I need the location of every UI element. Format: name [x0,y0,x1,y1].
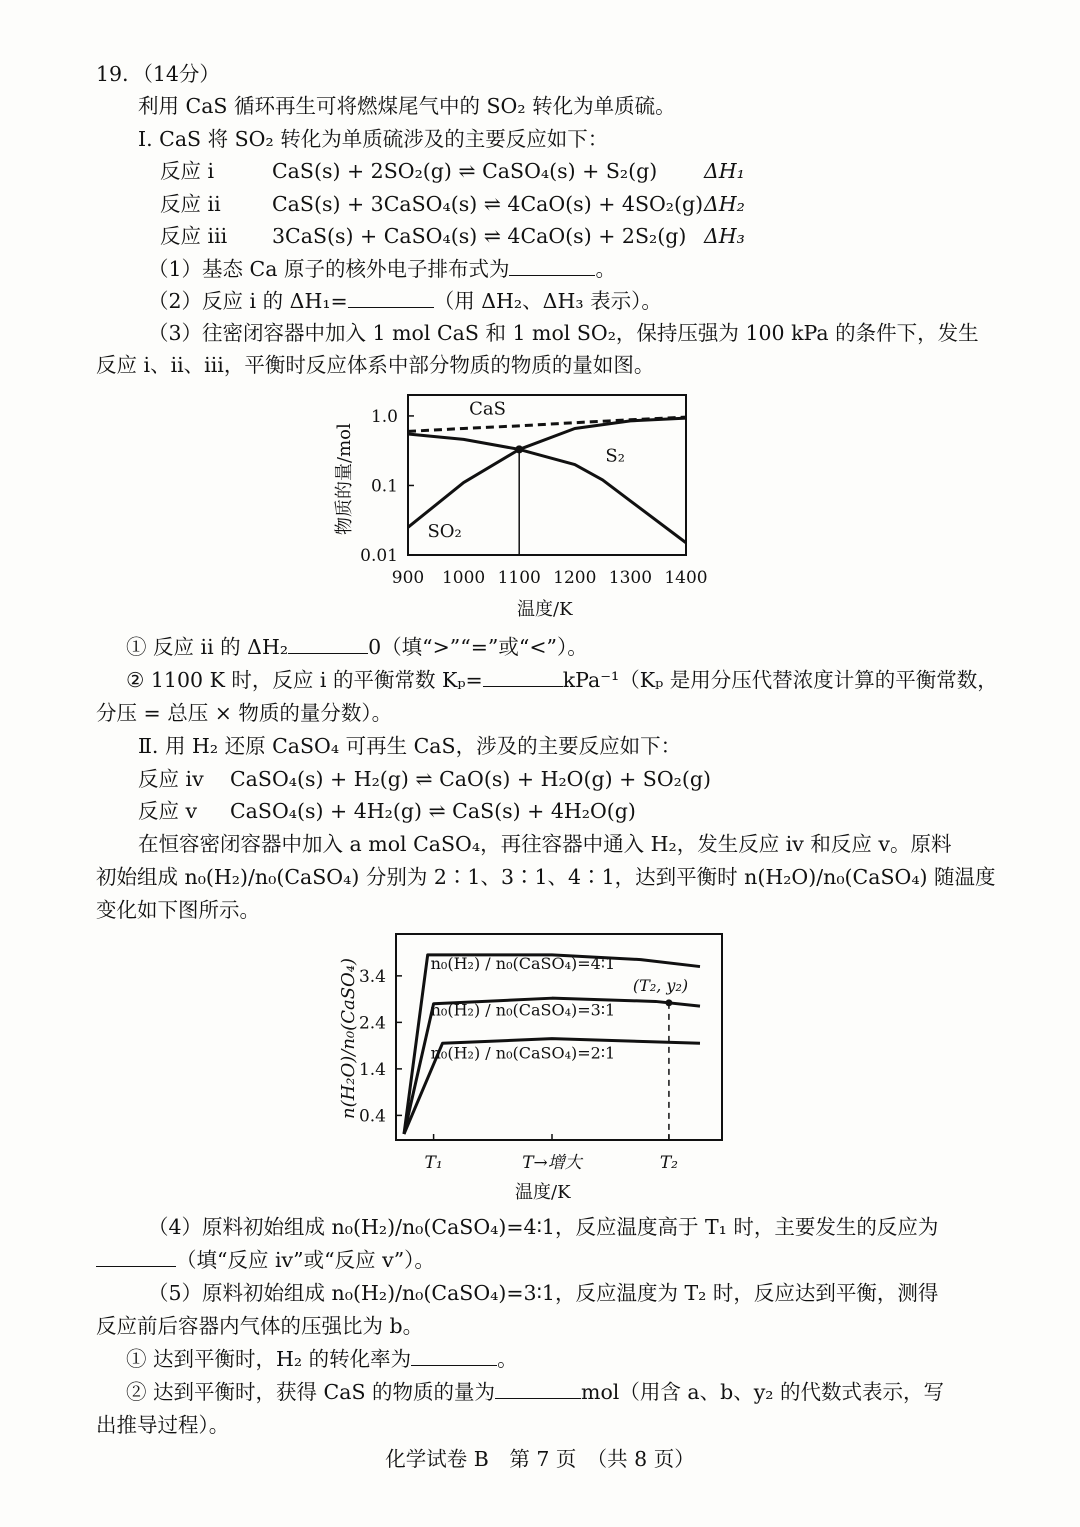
reaction-equation: CaSO₄(s) + H₂(g) ⇌ CaO(s) + H₂O(g) + SO₂(g) [230,767,711,791]
x-tick-label: 1200 [553,568,597,588]
q3a-end: 0（填“>”“=”或“<”）。 [368,635,588,659]
q3b-end: kPa⁻¹（Kₚ 是用分压代替浓度计算的平衡常数， [562,668,998,692]
series-label: SO₂ [427,521,462,543]
q2-end: （用 ΔH₂、ΔH₃ 表示）。 [433,289,662,313]
t2-point [665,999,672,1006]
question-3-line2: 反应 i、ii、iii，平衡时反应体系中部分物质的物质的量如图。 [96,353,655,377]
y-tick-label: 0.4 [358,1106,386,1127]
question-3b [126,666,998,694]
q1-end: 。 [595,257,616,281]
x-tick-label: 1000 [441,568,486,588]
reaction-enthalpy: ΔH₁ [704,159,745,183]
q5b-end: mol（用含 a、b、y₂ 的代数式表示，写 [581,1380,945,1404]
question-number: 19．（14分） [96,62,220,86]
intersection-point [515,445,523,453]
reaction-name: 反应 ii [160,192,221,216]
question-5-line2: 反应前后容器内气体的压强比为 b。 [96,1314,424,1338]
question-2 [148,287,662,315]
q3a-text: ① 反应 ii 的 ΔH₂ [126,635,289,659]
part2-title: Ⅱ. 用 H₂ 还原 CaSO₄ 可再生 CaS，涉及的主要反应如下： [138,734,682,758]
reaction-enthalpy: ΔH₃ [704,224,745,248]
series-label: n₀(H₂) / n₀(CaSO₄)=3∶1 [430,1000,616,1020]
reaction-equation: CaS(s) + 2SO₂(g) ⇌ CaSO₄(s) + S₂(g) [272,159,658,183]
reaction-iv [138,765,938,793]
x-tick-label: T₁ [424,1153,443,1173]
reaction-enthalpy: ΔH₂ [704,192,745,216]
page-footer: 化学试卷 B 第 7 页 （共 8 页） [385,1447,695,1471]
answer-blank[interactable] [509,255,595,276]
series-label: CaS [469,398,507,420]
chart-ratio-vs-temperature [330,928,730,1208]
point-label: (T₂, y₂) [632,975,689,995]
reaction-name: 反应 iii [160,224,228,248]
x-tick-label: 1100 [497,568,541,588]
y-tick-label: 2.4 [358,1013,386,1034]
intro-text: 利用 CaS 循环再生可将燃煤尾气中的 SO₂ 转化为单质硫。 [138,94,676,118]
x-axis-label: 温度/K [515,1182,571,1203]
reaction-name: 反应 iv [138,767,204,791]
question-5b-line2: 出推导过程）。 [96,1413,230,1437]
question-3b-line2: 分压 = 总压 × 物质的量分数）。 [96,701,393,725]
x-tick-label: T→增大 [522,1153,582,1173]
y-axis-label: 物质的量/mol [334,423,355,535]
series-label: n₀(H₂) / n₀(CaSO₄)=2∶1 [430,1043,616,1063]
question-4-line2 [96,1246,435,1274]
y-tick-label: 0.01 [360,546,398,566]
x-tick-label: T₂ [659,1153,678,1173]
part2-paragraph-3: 变化如下图所示。 [96,898,260,922]
q5b-text: ② 达到平衡时，获得 CaS 的物质的量为 [126,1380,495,1404]
reaction-iii [160,222,960,250]
q5a-text: ① 达到平衡时，H₂ 的转化率为 [126,1347,412,1371]
question-5a [126,1345,518,1373]
y-tick-label: 1.0 [370,406,398,427]
reaction-equation: CaSO₄(s) + 4H₂(g) ⇌ CaS(s) + 4H₂O(g) [230,799,636,823]
question-3-line1: （3）往密闭容器中加入 1 mol CaS 和 1 mol SO₂，保持压强为 100 kPa 的条件下，发生 [148,321,979,345]
x-tick-label: 1300 [608,568,653,588]
q1-text: （1）基态 Ca 原子的核外电子排布式为 [148,257,510,281]
question-4-line1: （4）原料初始组成 n₀(H₂)/n₀(CaSO₄)=4∶1，反应温度高于 T₁ 时，主要发生的反应为 [148,1215,939,1239]
y-axis-label: n(H₂O)/n₀(CaSO₄) [338,957,359,1119]
x-tick-label: 900 [391,568,425,588]
question-3a [126,633,588,661]
answer-blank[interactable] [483,666,563,687]
reaction-i [160,157,960,185]
reaction-equation: 3CaS(s) + CaSO₄(s) ⇌ 4CaO(s) + 2S₂(g) [272,224,687,248]
answer-blank[interactable] [495,1378,581,1399]
y-tick-label: 3.4 [358,966,386,987]
chart-amount-vs-temperature [320,385,740,625]
reaction-v [138,797,938,825]
q2-text: （2）反应 i 的 ΔH₁= [148,289,348,313]
part2-paragraph-2: 初始组成 n₀(H₂)/n₀(CaSO₄) 分别为 2∶1、3∶1、4∶1，达到平衡时 n(H₂O)/n₀(CaSO₄) 随温度 [96,865,996,889]
answer-blank[interactable] [288,633,368,654]
q3b-text: ② 1100 K 时，反应 i 的平衡常数 Kₚ= [126,668,483,692]
part2-paragraph-1: 在恒容密闭容器中加入 a mol CaSO₄，再往容器中通入 H₂，发生反应 iv 和反应 v。原料 [138,832,952,856]
question-1 [148,255,616,283]
y-tick-label: 0.1 [370,476,398,497]
reaction-ii [160,190,960,218]
question-5-line1: （5）原料初始组成 n₀(H₂)/n₀(CaSO₄)=3∶1，反应温度为 T₂ 时，反应达到平衡，测得 [148,1281,939,1305]
reaction-name: 反应 i [160,159,215,183]
reaction-equation: CaS(s) + 3CaSO₄(s) ⇌ 4CaO(s) + 4SO₂(g) [272,192,704,216]
question-5b [126,1378,944,1406]
reaction-name: 反应 v [138,799,198,823]
x-axis-label: 温度/K [517,599,573,620]
series-label: n₀(H₂) / n₀(CaSO₄)=4∶1 [430,953,616,973]
series-label: S₂ [605,445,625,467]
q4-end: （填“反应 iv”或“反应 v”）。 [176,1248,435,1272]
y-tick-label: 1.4 [358,1059,386,1080]
answer-blank[interactable] [96,1246,176,1267]
x-tick-label: 1400 [664,568,708,588]
answer-blank[interactable] [411,1345,497,1366]
q5a-end: 。 [497,1347,518,1371]
answer-blank[interactable] [348,287,434,308]
part1-title: Ⅰ. CaS 将 SO₂ 转化为单质硫涉及的主要反应如下： [138,127,609,151]
